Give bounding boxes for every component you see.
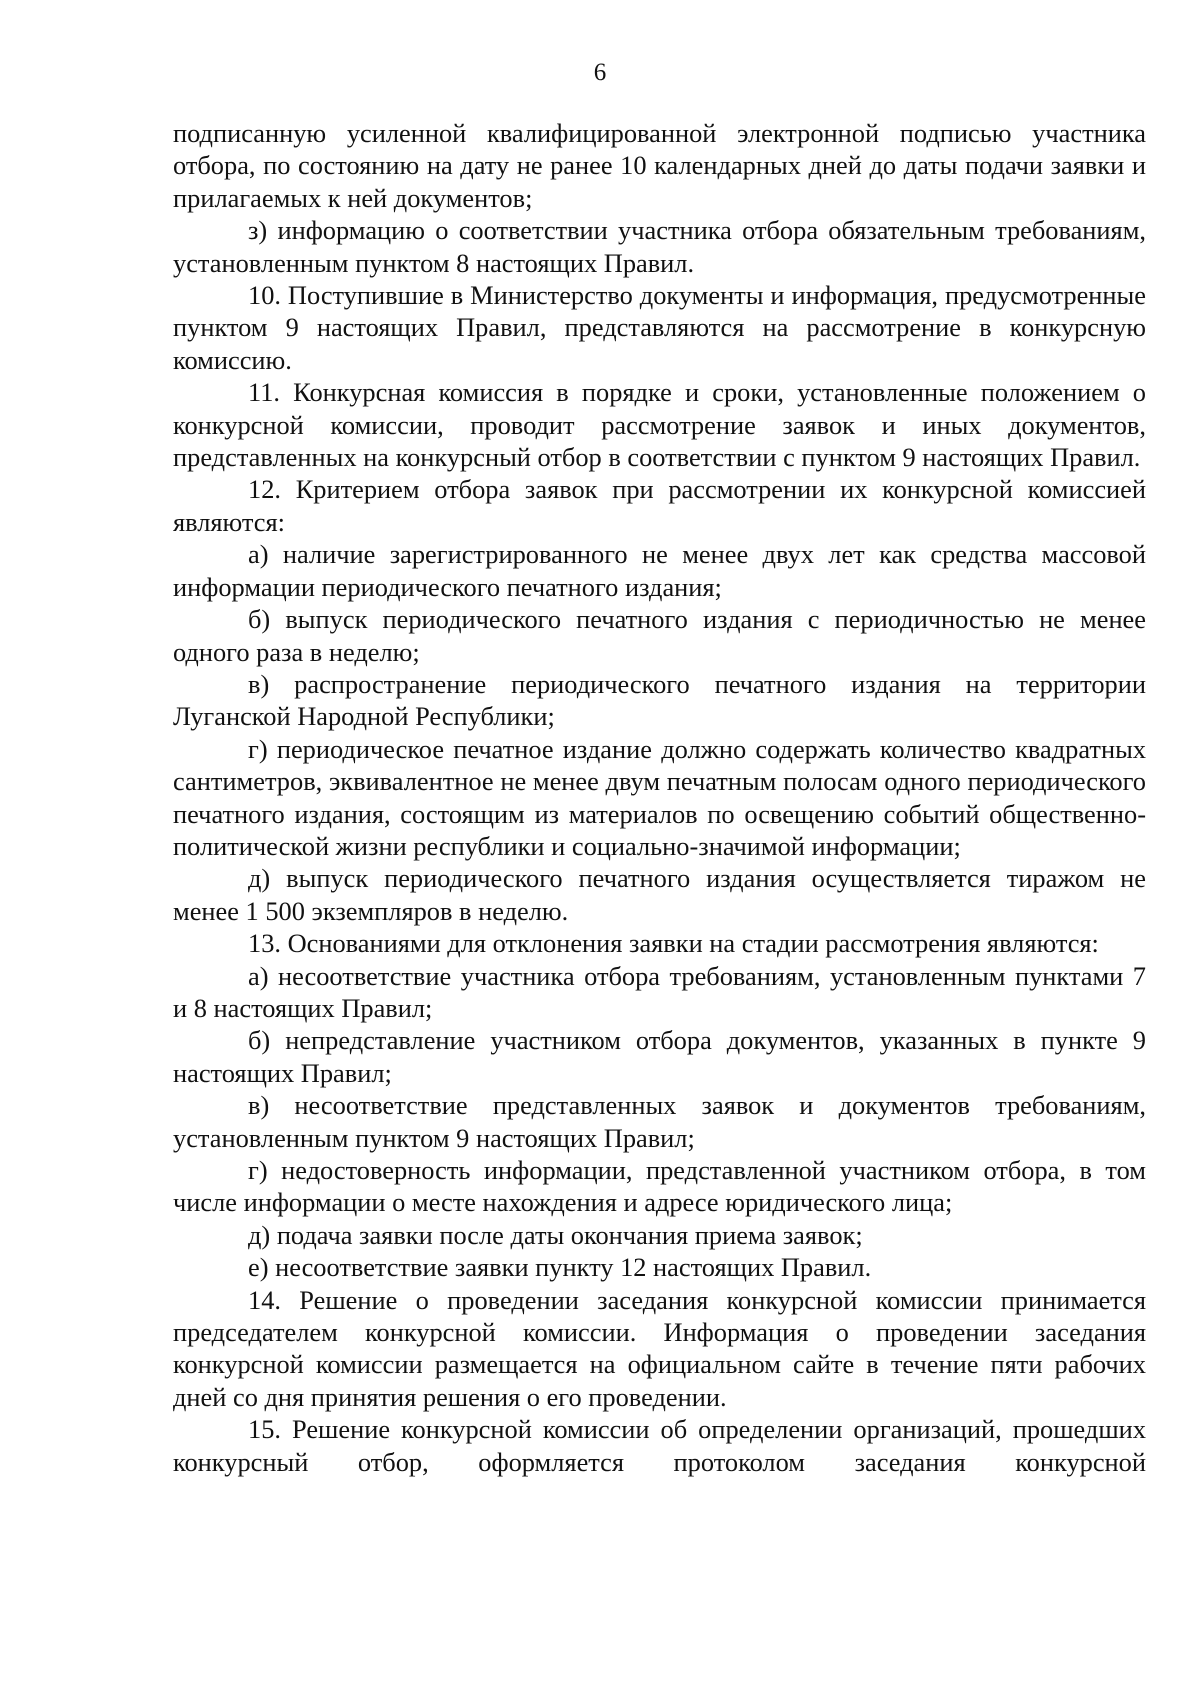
paragraph-item-z: з) информацию о соответствии участника отбора обязательным требованиям, установленным пунктом 8 настоящих Правил.	[173, 215, 1146, 278]
paragraph-ground-v: в) несоответствие представленных заявок и документов требованиям, установленным пунктом 9 настоящих Правил;	[173, 1090, 1146, 1153]
paragraph-criterion-b: б) выпуск периодического печатного издания с периодичностью не менее одного раза в неделю;	[173, 604, 1146, 667]
paragraph-clause-11: 11. Конкурсная комиссия в порядке и сроки, установленные положением о конкурсной комиссии, проводит рассмотрение заявок и иных документов, представленных на конкурсный отбор в соответствии с пунктом 9 настоящих Правил.	[173, 377, 1146, 473]
page-number: 6	[593, 59, 607, 86]
paragraph-ground-e: е) несоответствие заявки пункту 12 настоящих Правил.	[248, 1252, 872, 1283]
paragraph-clause-15: 15. Решение конкурсной комиссии об определении организаций, прошедших конкурсный отбор, оформляется протоколом заседания конкурсной	[173, 1414, 1146, 1477]
paragraph-criterion-a: а) наличие зарегистрированного не менее двух лет как средства массовой информации периодического печатного издания;	[173, 539, 1146, 602]
paragraph-clause-12: 12. Критерием отбора заявок при рассмотрении их конкурсной комиссией являются:	[173, 474, 1146, 537]
paragraph-ground-g: г) недостоверность информации, представленной участником отбора, в том числе информации о месте нахождения и адресе юридического лица;	[173, 1155, 1146, 1218]
document-body	[173, 117, 1146, 1478]
paragraph-ground-d: д) подача заявки после даты окончания приема заявок;	[248, 1219, 863, 1250]
paragraph-ground-a: а) несоответствие участника отбора требованиям, установленным пунктами 7 и 8 настоящих Правил;	[173, 960, 1146, 1023]
paragraph-ground-b: б) непредставление участником отбора документов, указанных в пункте 9 настоящих Правил;	[173, 1025, 1146, 1088]
paragraph-criterion-v: в) распространение периодического печатного издания на территории Луганской Народной Республики;	[173, 668, 1146, 732]
paragraph-continuation: подписанную усиленной квалифицированной электронной подписью участника отбора, по состоянию на дату не ранее 10 календарных дней до даты подачи заявки и прилагаемых к ней документов;	[173, 118, 1146, 213]
paragraph-clause-14: 14. Решение о проведении заседания конкурсной комиссии принимается председателем конкурсной комиссии. Информация о проведении заседания конкурсной комиссии размещается на официальном сайте в течение пяти рабочих дней со дня принятия решения о его проведении.	[173, 1284, 1146, 1412]
paragraph-clause-10: 10. Поступившие в Министерство документы и информация, предусмотренные пунктом 9 настоящих Правил, представляются на рассмотрение в конкурсную комиссию.	[173, 280, 1146, 375]
paragraph-criterion-d: д) выпуск периодического печатного издания осуществляется тиражом не менее 1 500 экземпляров в неделю.	[173, 863, 1146, 926]
paragraph-clause-13: 13. Основаниями для отклонения заявки на стадии рассмотрения являются:	[248, 928, 1099, 959]
paragraph-criterion-g: г) периодическое печатное издание должно содержать количество квадратных сантиметров, эквивалентное не менее двум печатным полосам одного периодического печатного издания, состоящим из материалов по освещению событий общественно-политической жизни республики и социально-значимой информации;	[173, 733, 1146, 861]
